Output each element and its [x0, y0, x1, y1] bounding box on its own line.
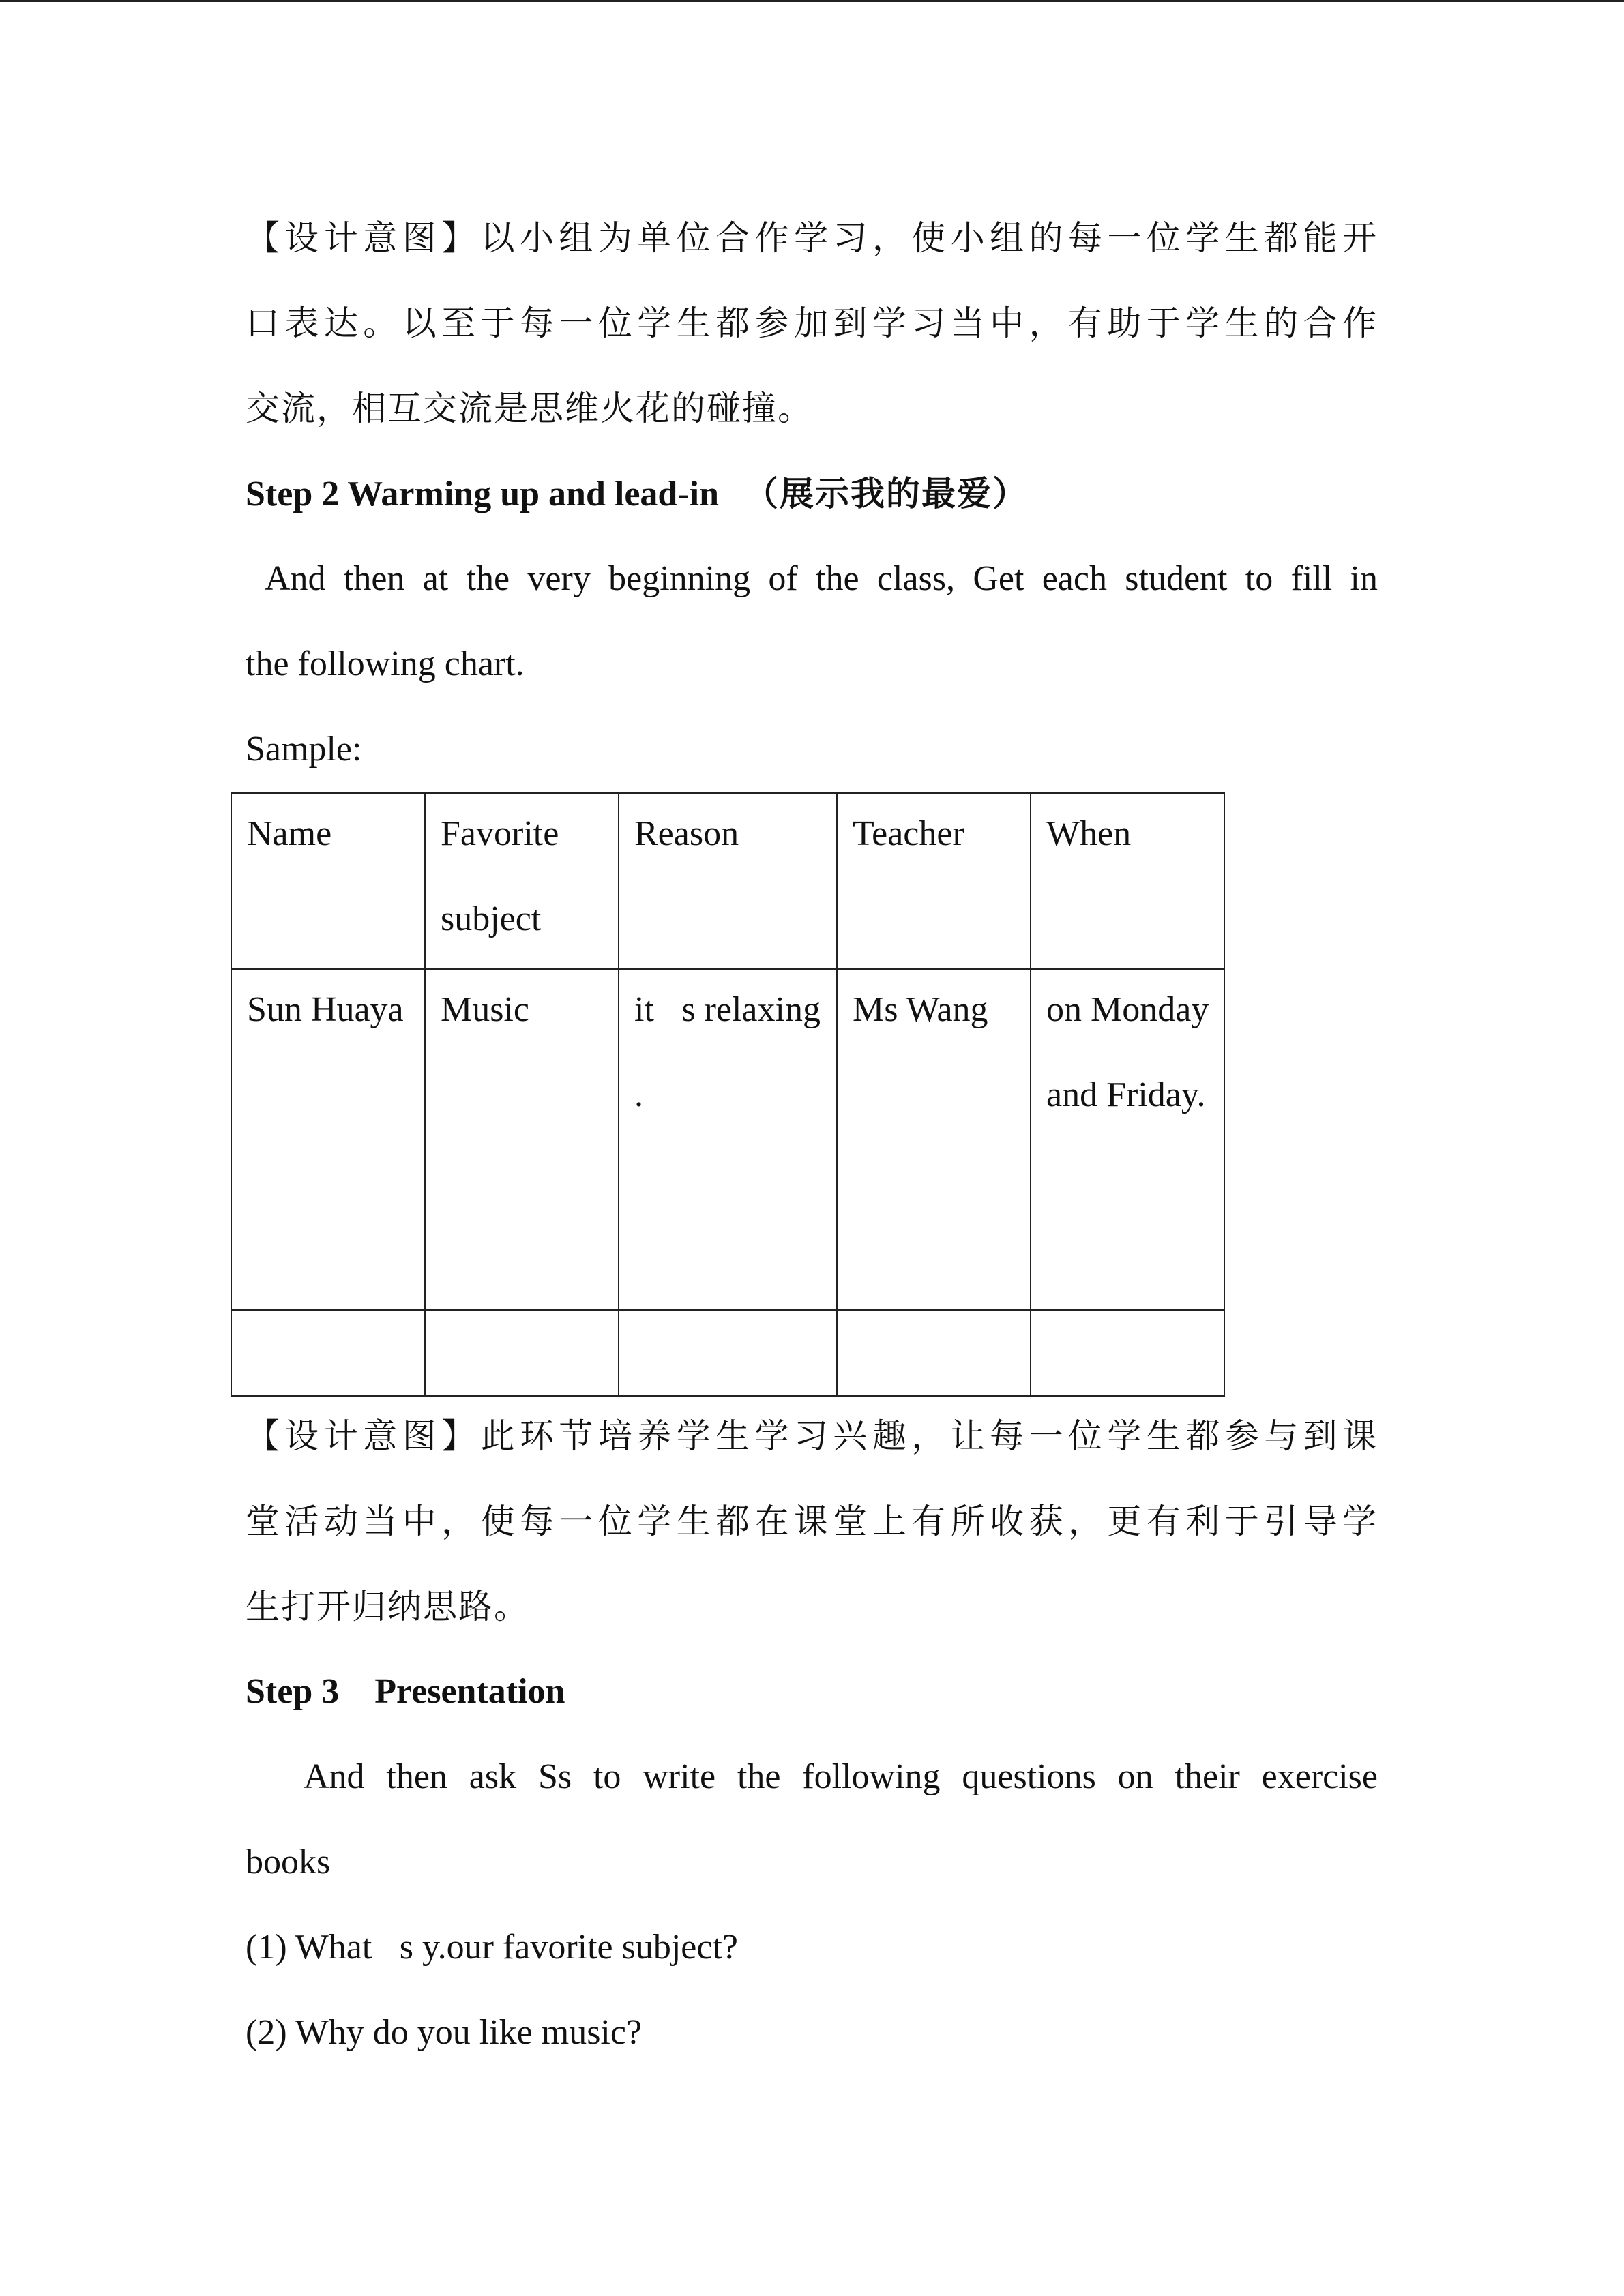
table-cell — [231, 1310, 425, 1396]
table-row — [231, 969, 1224, 1310]
design-intent-1-line-3: 交流，相互交流是思维火花的碰撞。 — [246, 389, 813, 428]
design-intent-2-line-1: 【设计意图】此环节培养学生学习兴趣，让每一位学生都参与到课 — [246, 1416, 1378, 1456]
step3-heading: Step 3 Presentation — [246, 1672, 565, 1711]
table-header-cell: Favorite subject — [425, 793, 619, 969]
table-header-cell: Name — [231, 793, 425, 969]
step2-heading-cn: （展示我的最爱） — [744, 474, 1029, 513]
table-header-row — [231, 793, 1224, 969]
table-header-cell: Reason — [619, 793, 837, 969]
table-header-cell: Teacher — [837, 793, 1031, 969]
question-1: (1) What s y.our favorite subject? — [246, 1928, 738, 1967]
page-top-border — [0, 0, 1624, 2]
design-intent-2-line-3: 生打开归纳思路。 — [246, 1587, 529, 1626]
table-cell: Music — [425, 969, 619, 1310]
step2-paragraph-line-1: And then at the very beginning of the class, Get each student to fill in — [265, 559, 1378, 598]
sample-table — [231, 792, 1225, 1397]
table-cell — [619, 1310, 837, 1396]
table-cell: on Monday and Friday. — [1031, 969, 1224, 1310]
table-cell: Sun Huaya — [231, 969, 425, 1310]
table-cell: Ms Wang — [837, 969, 1031, 1310]
table-cell — [1031, 1310, 1224, 1396]
step3-paragraph-line-2: books — [246, 1843, 331, 1881]
design-intent-1-line-2: 口表达。以至于每一位学生都参加到学习当中，有助于学生的合作 — [246, 303, 1378, 343]
step2-heading — [246, 473, 1028, 516]
table-cell: it s relaxing . — [619, 969, 837, 1310]
step3-paragraph-line-1: And then ask Ss to write the following questions on their exercise — [304, 1757, 1378, 1796]
sample-label: Sample: — [246, 730, 362, 769]
table-row-empty — [231, 1310, 1224, 1396]
table-cell — [837, 1310, 1031, 1396]
design-intent-1-line-1: 【设计意图】以小组为单位合作学习，使小组的每一位学生都能开 — [246, 218, 1378, 258]
step2-heading-en: Step 2 Warming up and lead-in — [246, 475, 720, 513]
question-2: (2) Why do you like music? — [246, 2013, 643, 2052]
step2-paragraph-line-2: the following chart. — [246, 644, 525, 683]
table-cell — [425, 1310, 619, 1396]
table-header-cell: When — [1031, 793, 1224, 969]
design-intent-2-line-2: 堂活动当中，使每一位学生都在课堂上有所收获，更有利于引导学 — [246, 1502, 1378, 1541]
